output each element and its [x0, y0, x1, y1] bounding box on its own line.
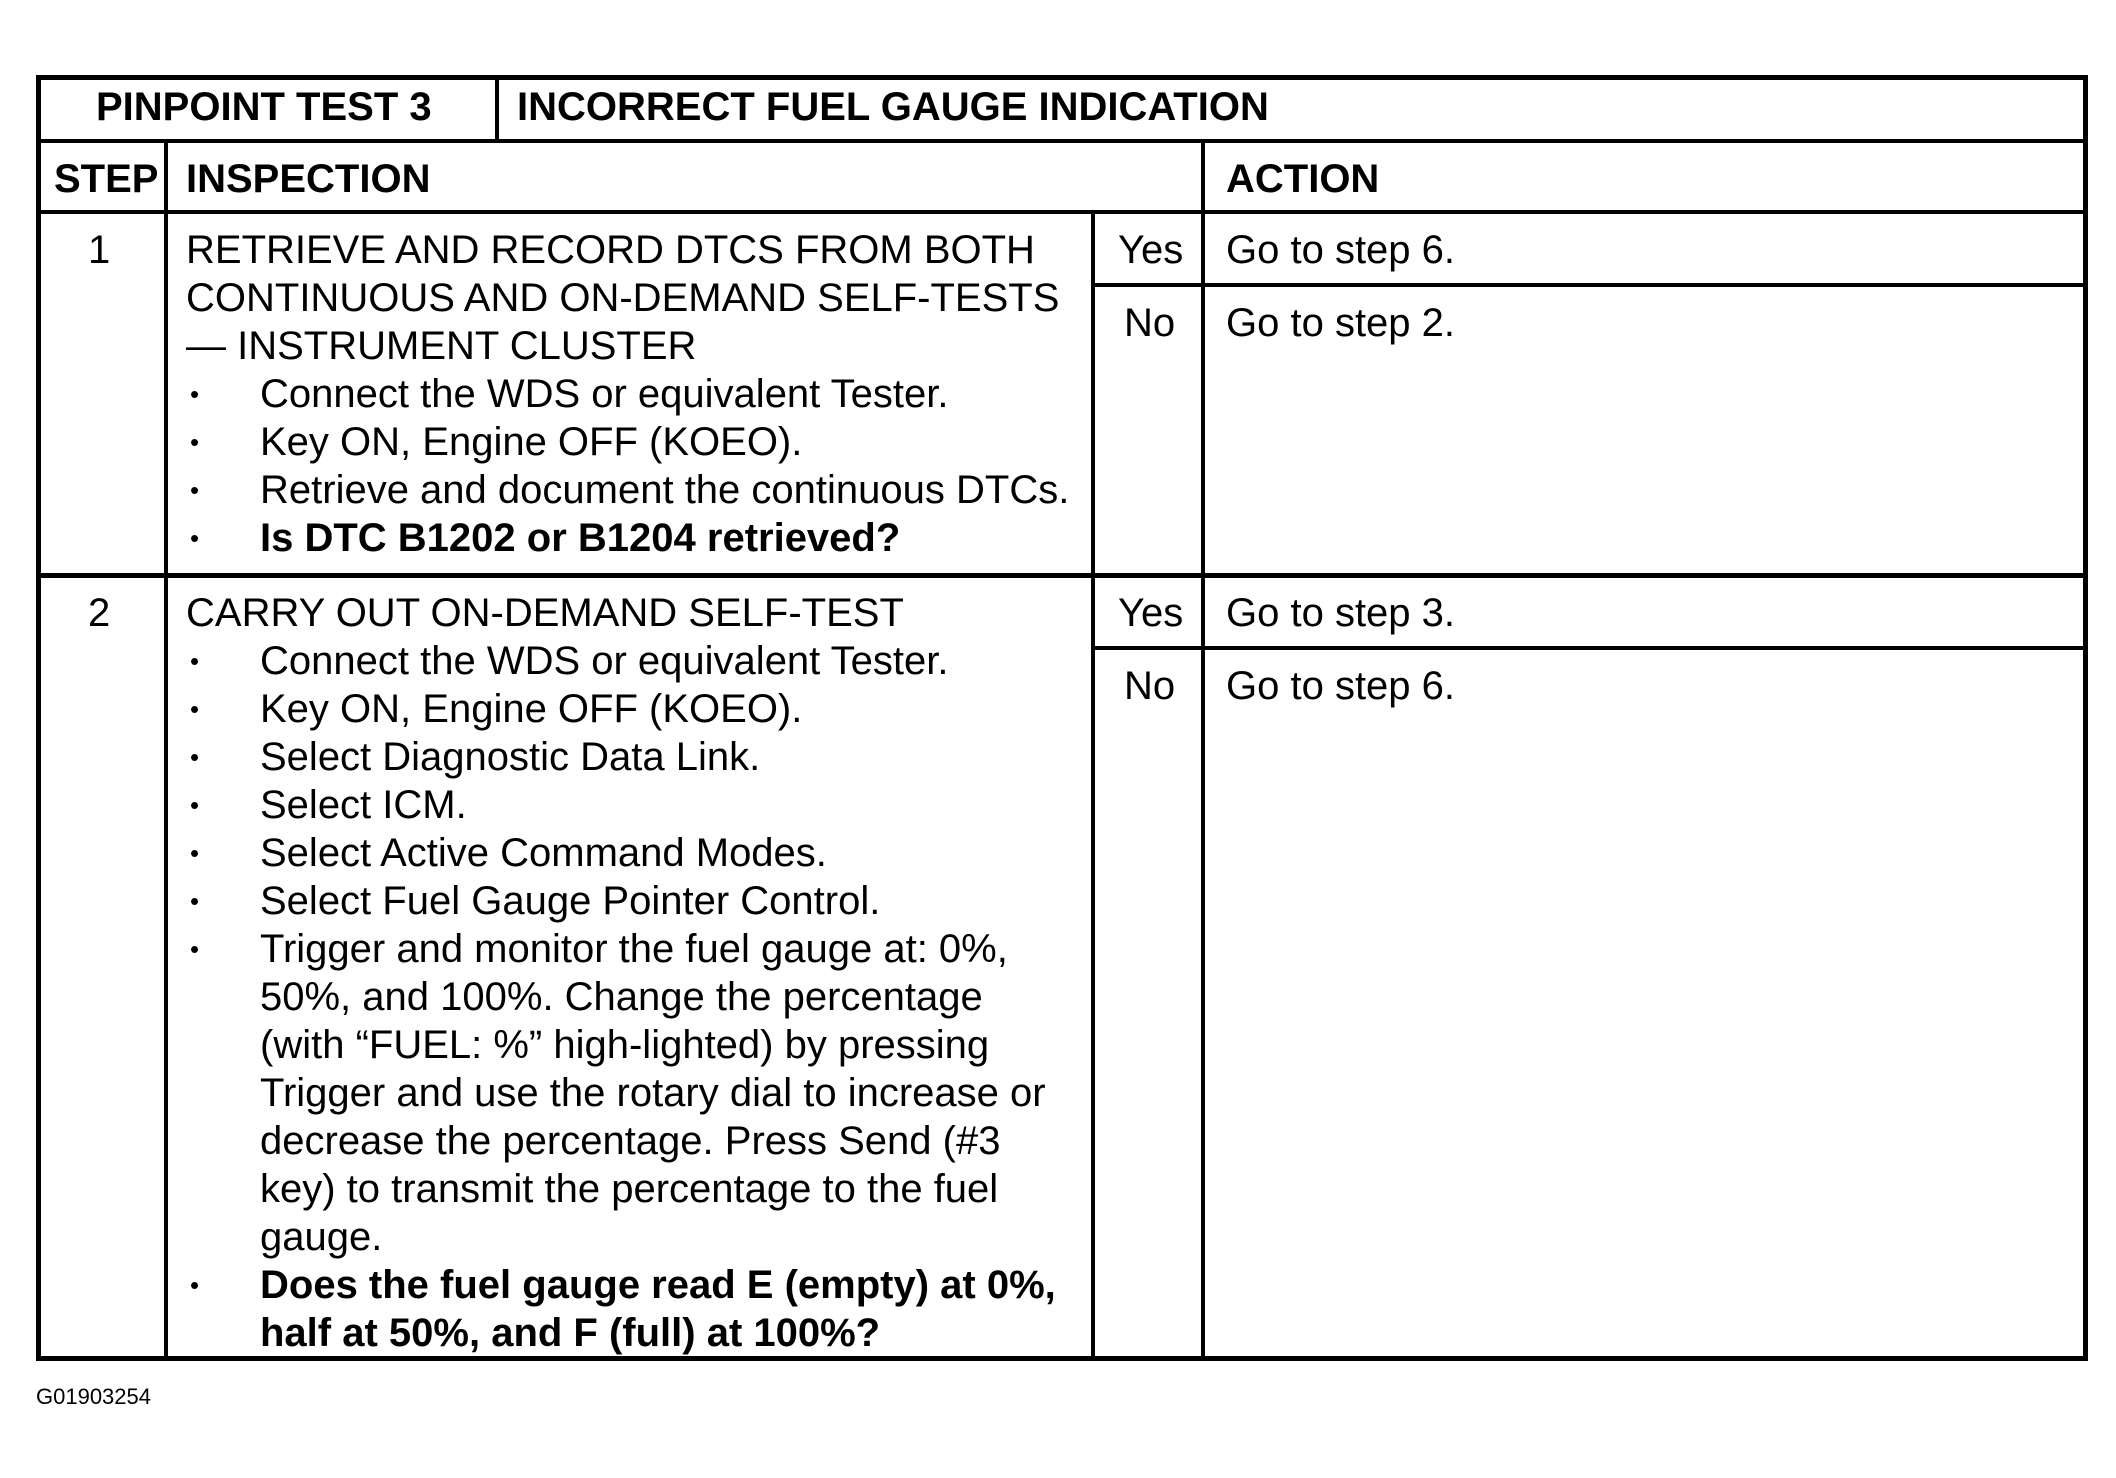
procedure-step-text: decrease the percentage. Press Send (#3 [260, 1119, 1001, 1163]
pinpoint-test-title: INCORRECT FUEL GAUGE INDICATION [517, 85, 1269, 129]
no-action: Go to step 2. [1226, 301, 1456, 345]
no-action: Go to step 6. [1226, 664, 1456, 708]
bullet-dot: • [190, 427, 200, 457]
column-header-divider [36, 210, 2088, 214]
bullet-dot: • [190, 1270, 200, 1300]
no-label: No [1124, 301, 1176, 345]
action-column-divider [1201, 139, 1205, 1361]
bullet-dot: • [190, 790, 200, 820]
procedure-step-text: Trigger and use the rotary dial to increase or [260, 1071, 1046, 1115]
step2-yes-no-divider [1094, 646, 2088, 650]
column-header-action: ACTION [1226, 157, 1380, 201]
procedure-step-text: Trigger and monitor the fuel gauge at: 0%, [260, 927, 1008, 971]
bullet-dot: • [190, 694, 200, 724]
step-title-line: — INSTRUMENT CLUSTER [186, 324, 697, 368]
yes-label: Yes [1118, 591, 1184, 635]
procedure-step-text: (with “FUEL: %” high-lighted) by pressing [260, 1023, 990, 1067]
step-row-divider [36, 573, 2088, 578]
procedure-step-text: Select ICM. [260, 783, 467, 827]
procedure-step-text: Select Diagnostic Data Link. [260, 735, 761, 779]
step1-yes-no-divider [1094, 283, 2088, 287]
yes-action: Go to step 3. [1226, 591, 1456, 635]
yes-no-column-divider [1091, 210, 1095, 1361]
step-title-line: CONTINUOUS AND ON-DEMAND SELF-TESTS [186, 276, 1060, 320]
procedure-step-text: Select Active Command Modes. [260, 831, 827, 875]
bullet-dot: • [190, 742, 200, 772]
table-border-top [36, 75, 2088, 80]
bullet-dot: • [190, 646, 200, 676]
step-title-line: CARRY OUT ON-DEMAND SELF-TEST [186, 591, 904, 635]
pinpoint-test-label: PINPOINT TEST 3 [96, 85, 432, 129]
yes-action: Go to step 6. [1226, 228, 1456, 272]
diagnostic-question: Is DTC B1202 or B1204 retrieved? [260, 516, 901, 560]
no-label: No [1124, 664, 1176, 708]
diagnostic-question: Does the fuel gauge read E (empty) at 0%, [260, 1263, 1056, 1307]
step-number: 1 [88, 228, 111, 272]
table-border-left [36, 75, 41, 1361]
procedure-step-text: Key ON, Engine OFF (KOEO). [260, 687, 803, 731]
bullet-dot: • [190, 379, 200, 409]
header-cell-divider [495, 75, 499, 141]
column-header-step: STEP [54, 157, 159, 201]
procedure-step-text: Connect the WDS or equivalent Tester. [260, 639, 949, 683]
bullet-dot: • [190, 886, 200, 916]
procedure-step-text: gauge. [260, 1215, 383, 1259]
step-title-line: RETRIEVE AND RECORD DTCS FROM BOTH [186, 228, 1035, 272]
table-border-right [2083, 75, 2088, 1361]
procedure-step-text: key) to transmit the percentage to the fuel [260, 1167, 999, 1211]
yes-label: Yes [1118, 228, 1184, 272]
procedure-step-text: Select Fuel Gauge Pointer Control. [260, 879, 881, 923]
procedure-step-text: Connect the WDS or equivalent Tester. [260, 372, 949, 416]
bullet-dot: • [190, 838, 200, 868]
header-divider [36, 139, 2088, 143]
procedure-step-text: 50%, and 100%. Change the percentage [260, 975, 983, 1019]
procedure-step-text: Retrieve and document the continuous DTCs. [260, 468, 1070, 512]
step-number: 2 [88, 591, 111, 635]
diagnostic-question: half at 50%, and F (full) at 100%? [260, 1311, 881, 1355]
column-header-inspection: INSPECTION [186, 157, 431, 201]
procedure-step-text: Key ON, Engine OFF (KOEO). [260, 420, 803, 464]
figure-id: G01903254 [36, 1384, 151, 1409]
bullet-dot: • [190, 934, 200, 964]
bullet-dot: • [190, 475, 200, 505]
bullet-dot: • [190, 523, 200, 553]
step-column-divider [164, 139, 168, 1361]
